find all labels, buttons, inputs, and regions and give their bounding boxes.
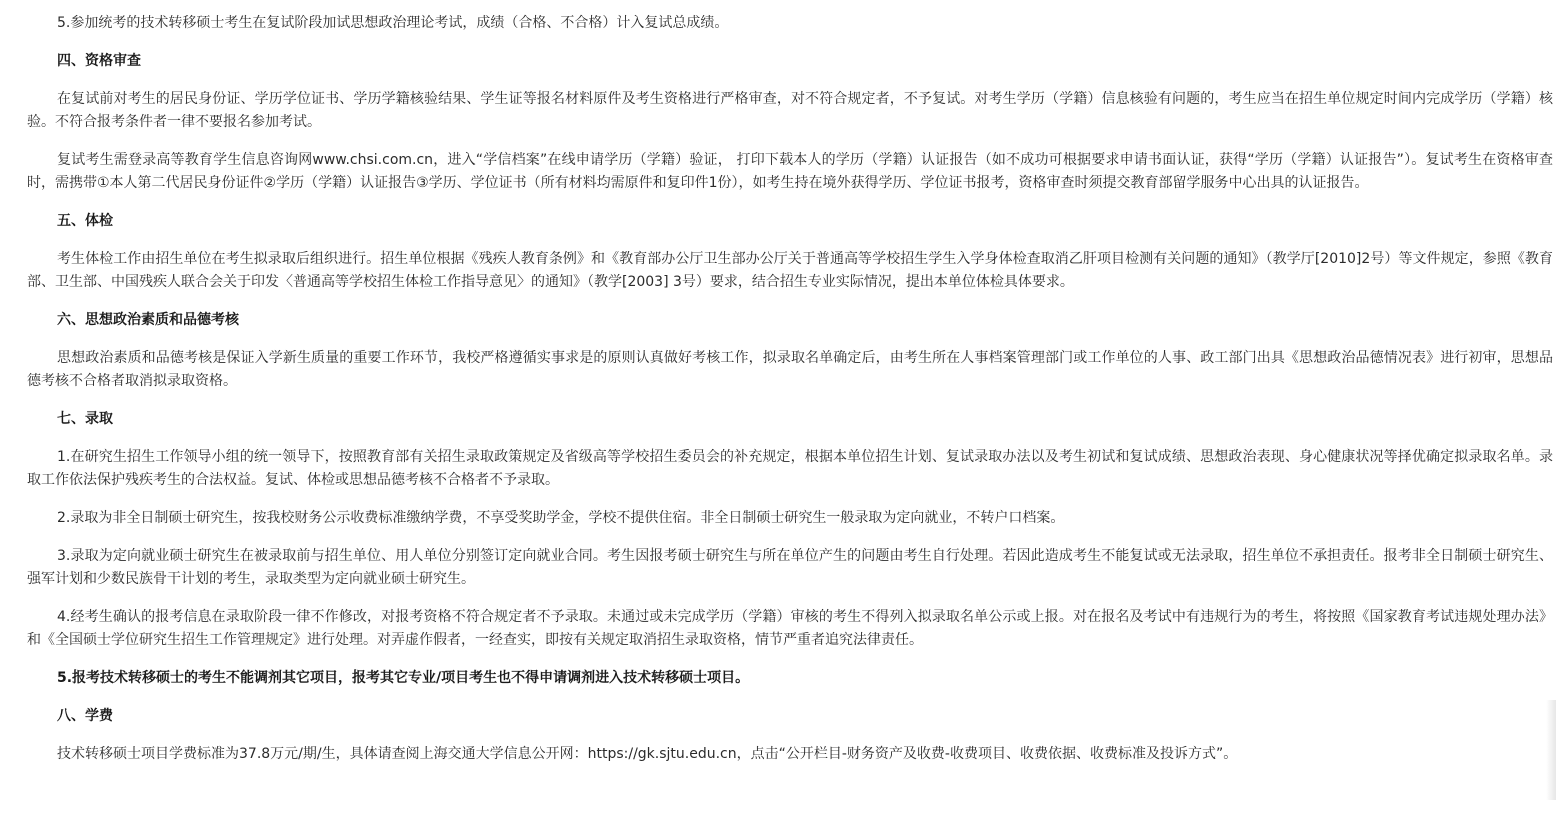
document-body xyxy=(27,12,1553,781)
para-admission-2: 2.录取为非全日制硕士研究生，按我校财务公示收费标准缴纳学费，不享受奖助学金，学校不提供住宿。非全日制硕士研究生一般录取为定向就业，不转户口档案。 xyxy=(57,510,1065,526)
para-admission-3: 3.录取为定向就业硕士研究生在被录取前与招生单位、用人单位分别签订定向就业合同。考生因报考硕士研究生与所在单位产生的问题由考生自行处理。若因此造成考生不能复试或无法录取，招生单位不承担责任。报考非全日制硕士研究生、强军计划和少数民族骨干计划的考生，录取类型为定向就业硕士研究生。 xyxy=(27,548,1553,587)
heading-physical-exam: 五、体检 xyxy=(57,213,113,229)
para-moral-review: 思想政治素质和品德考核是保证入学新生质量的重要工作环节，我校严格遵循实事求是的原则认真做好考核工作，拟录取名单确定后，由考生所在人事档案管理部门或工作单位的人事、政工部门出具《思想政治品德情况表》进行初审，思想品德考核不合格者取消拟录取资格。 xyxy=(27,350,1553,389)
para-admission-5: 5.报考技术转移硕士的考生不能调剂其它项目，报考其它专业/项目考生也不得申请调剂进入技术转移硕士项目。 xyxy=(57,670,750,686)
para-qualification-2: 复试考生需登录高等教育学生信息咨询网www.chsi.com.cn，进入“学信档案”在线申请学历（学籍）验证， 打印下载本人的学历（学籍）认证报告（如不成功可根据要求申请书面认证，获得“学历（学籍）认证报告”）。复试考生在资格审查时，需携带①本人第二代居民身份证件②学历（学籍）认证报告③学历、学位证书（所有材料均需原件和复印件1份），如考生持在境外获得学历、学位证书报考，资格审查时须提交教育部留学服务中心出具的认证报告。 xyxy=(27,152,1553,191)
para-qualification-1: 在复试前对考生的居民身份证、学历学位证书、学历学籍核验结果、学生证等报名材料原件及考生资格进行严格审查，对不符合规定者，不予复试。对考生学历（学籍）信息核验有问题的，考生应当在招生单位规定时间内完成学历（学籍）核验。不符合报考条件者一律不要报名参加考试。 xyxy=(27,91,1553,130)
heading-admission: 七、录取 xyxy=(57,411,113,427)
para-tuition: 技术转移硕士项目学费标准为37.8万元/期/生，具体请查阅上海交通大学信息公开网：https://gk.sjtu.edu.cn，点击“公开栏目-财务资产及收费-收费项目、收费依据、收费标准及投诉方式”。 xyxy=(57,746,1238,762)
para-rethink-politics: 5.参加统考的技术转移硕士考生在复试阶段加试思想政治理论考试，成绩（合格、不合格）计入复试总成绩。 xyxy=(57,15,729,31)
para-physical-exam: 考生体检工作由招生单位在考生拟录取后组织进行。招生单位根据《残疾人教育条例》和《教育部办公厅卫生部办公厅关于普通高等学校招生学生入学身体检查取消乙肝项目检测有关问题的通知》（教学厅[2010]2号）等文件规定，参照《教育部、卫生部、中国残疾人联合会关于印发〈普通高等学校招生体检工作指导意见〉的通知》（教学[2003] 3号）要求，结合招生专业实际情况，提出本单位体检具体要求。 xyxy=(27,251,1553,290)
heading-qualification-review: 四、资格审查 xyxy=(57,53,141,69)
para-admission-1: 1.在研究生招生工作领导小组的统一领导下，按照教育部有关招生录取政策规定及省级高等学校招生委员会的补充规定，根据本单位招生计划、复试录取办法以及考生初试和复试成绩、思想政治表现、身心健康状况等择优确定拟录取名单。录取工作依法保护残疾考生的合法权益。复试、体检或思想品德考核不合格者不予录取。 xyxy=(27,449,1553,488)
page-edge-shadow xyxy=(1546,700,1556,800)
heading-moral-review: 六、思想政治素质和品德考核 xyxy=(57,312,239,328)
heading-tuition: 八、学费 xyxy=(57,708,113,724)
para-admission-4: 4.经考生确认的报考信息在录取阶段一律不作修改，对报考资格不符合规定者不予录取。未通过或未完成学历（学籍）审核的考生不得列入拟录取名单公示或上报。对在报名及考试中有违规行为的考生，将按照《国家教育考试违规处理办法》和《全国硕士学位研究生招生工作管理规定》进行处理。对弄虚作假者，一经查实，即按有关规定取消招生录取资格，情节严重者追究法律责任。 xyxy=(27,609,1553,648)
